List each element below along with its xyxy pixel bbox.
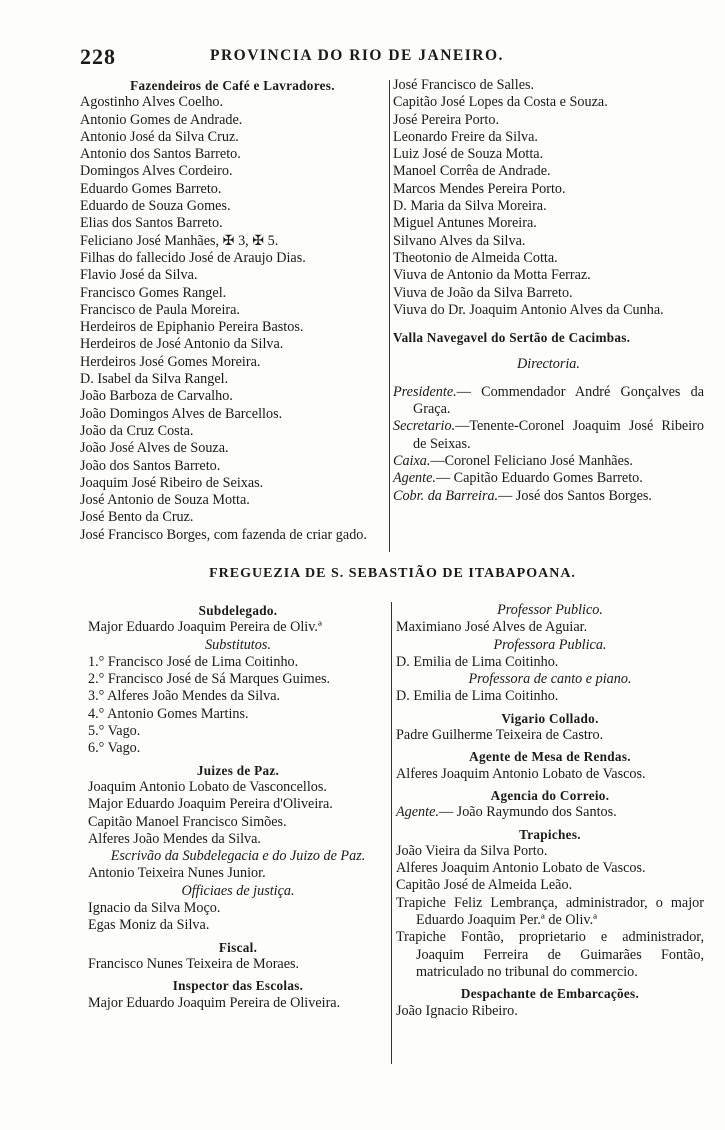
subdelegado-name: Major Eduardo Joaquim Pereira de Oliv.ª bbox=[88, 619, 322, 636]
list-item: Luiz José de Souza Motta. bbox=[393, 146, 544, 163]
list-item: Viuva de João da Silva Barreto. bbox=[393, 284, 573, 301]
list-item: 1.° Francisco José de Lima Coitinho. bbox=[88, 653, 299, 670]
trapiche-fontao: Trapiche Fontão, proprietario e administrador, Joaquim Ferreira de Guimarães Fontão, matriculado no tribunal do commercio. bbox=[396, 929, 704, 980]
list-item: 2.° Francisco José de Sá Marques Guimes. bbox=[88, 671, 331, 688]
list-item: Viuva de Antonio da Motta Ferraz. bbox=[393, 267, 591, 284]
top-right-column bbox=[393, 77, 704, 505]
list-item: Elias dos Santos Barreto. bbox=[80, 215, 223, 232]
list-item: Agostinho Alves Coelho. bbox=[80, 94, 224, 111]
heading-escrivao: Escrivão da Subdelegacia e do Juizo de Paz. bbox=[110, 848, 366, 865]
list-item: Capitão José de Almeida Leão. bbox=[396, 877, 573, 894]
heading-valla-navegavel: Valla Navegavel do Sertão de Cacimbas. bbox=[393, 330, 631, 346]
heading-canto-piano: Professora de canto e piano. bbox=[468, 671, 632, 688]
entry-secretario bbox=[393, 418, 704, 453]
list-item: Marcos Mendes Pereira Porto. bbox=[393, 180, 566, 197]
list-item: Feliciano José Manhães, ✠ 3, ✠ 5. bbox=[80, 232, 279, 249]
mesa-rendas-name: Alferes Joaquim Antonio Lobato de Vascos. bbox=[396, 765, 646, 782]
list-item: Francisco Gomes Rangel. bbox=[80, 284, 227, 301]
list-item: João Barboza de Carvalho. bbox=[80, 388, 233, 405]
list-item: João José Alves de Souza. bbox=[80, 440, 229, 457]
column-divider-top bbox=[389, 80, 390, 552]
entry-agente bbox=[393, 470, 704, 487]
label-agente-correio: Agente. bbox=[396, 804, 439, 821]
value-cobrador: — José dos Santos Borges. bbox=[498, 487, 652, 504]
list-item: Silvano Alves da Silva. bbox=[393, 232, 526, 249]
bottom-right-column bbox=[396, 602, 704, 1020]
list-item: Alferes João Mendes da Silva. bbox=[88, 830, 261, 847]
list-item: João Vieira da Silva Porto. bbox=[396, 842, 548, 859]
vigario-name: Padre Guilherme Teixeira de Castro. bbox=[396, 727, 604, 744]
list-item: Herdeiros José Gomes Moreira. bbox=[80, 353, 261, 370]
list-item: Joaquim José Ribeiro de Seixas. bbox=[80, 474, 264, 491]
column-divider-bottom bbox=[391, 602, 392, 1064]
heading-directoria: Directoria. bbox=[517, 356, 580, 373]
list-item: José Pereira Porto. bbox=[393, 111, 499, 128]
fiscal-name: Francisco Nunes Teixeira de Moraes. bbox=[88, 955, 300, 972]
heading-officiaes: Officiaes de justiça. bbox=[181, 882, 295, 899]
professor-name: Maximiano José Alves de Aguiar. bbox=[396, 619, 588, 636]
trapiche-feliz-lembranca: Trapiche Feliz Lembrança, administrador, o major Eduardo Joaquim Per.ª de Oliv.ª bbox=[396, 894, 704, 929]
list-item: Flavio José da Silva. bbox=[80, 267, 198, 284]
entry-caixa bbox=[393, 453, 704, 470]
list-item: João Domingos Alves de Barcellos. bbox=[80, 405, 283, 422]
heading-professora: Professora Publica. bbox=[493, 636, 607, 653]
heading-mesa-rendas: Agente de Mesa de Rendas. bbox=[469, 749, 631, 765]
list-item: Alferes Joaquim Antonio Lobato de Vascos. bbox=[396, 860, 646, 877]
list-item: D. Maria da Silva Moreira. bbox=[393, 198, 547, 215]
value-presidente: — Commendador André Gonçalves da Graça. bbox=[413, 383, 704, 418]
list-item: Antonio dos Santos Barreto. bbox=[80, 146, 241, 163]
heading-professor: Professor Publico. bbox=[497, 602, 603, 618]
label-presidente: Presidente. bbox=[393, 383, 457, 400]
value-secretario: —Tenente-Coronel Joaquim José Ribeiro de Seixas. bbox=[413, 418, 704, 452]
entry-cobrador bbox=[393, 488, 704, 505]
list-item: Eduardo Gomes Barreto. bbox=[80, 180, 222, 197]
heading-fazendeiros: Fazendeiros de Café e Lavradores. bbox=[130, 78, 335, 93]
page-number: 228 bbox=[80, 44, 116, 69]
list-item: José Bento da Cruz. bbox=[80, 509, 194, 526]
list-item: D. Isabel da Silva Rangel. bbox=[80, 371, 229, 388]
list-item: José Francisco de Salles. bbox=[393, 77, 535, 93]
entry-agente-correio bbox=[396, 804, 704, 821]
list-item: 5.° Vago. bbox=[88, 723, 141, 740]
label-secretario: Secretario. bbox=[393, 418, 456, 435]
bottom-left-column bbox=[88, 602, 388, 1012]
list-item: Leonardo Freire da Silva. bbox=[393, 128, 538, 145]
list-item: 3.° Alferes João Mendes da Silva. bbox=[88, 688, 281, 705]
value-caixa: —Coronel Feliciano José Manhães. bbox=[430, 452, 633, 469]
list-item: Eduardo de Souza Gomes. bbox=[80, 198, 231, 215]
list-item: Capitão José Lopes da Costa e Souza. bbox=[393, 94, 608, 111]
list-item: Herdeiros de José Antonio da Silva. bbox=[80, 336, 284, 353]
heading-subdelegado: Subdelegado. bbox=[198, 603, 278, 618]
list-item: Francisco de Paula Moreira. bbox=[80, 301, 240, 318]
running-head bbox=[80, 44, 705, 68]
list-item: Domingos Alves Cordeiro. bbox=[80, 163, 233, 180]
heading-despachante: Despachante de Embarcações. bbox=[460, 986, 640, 1002]
list-item: Antonio José da Silva Cruz. bbox=[80, 128, 239, 145]
list-item: Antonio Gomes de Andrade. bbox=[80, 111, 243, 128]
list-item: Filhas do fallecido José de Araujo Dias. bbox=[80, 249, 306, 266]
inspector-name: Major Eduardo Joaquim Pereira de Oliveira. bbox=[88, 994, 341, 1011]
heading-substitutos: Substitutos. bbox=[205, 636, 271, 653]
list-item-viuva-dr: Viuva do Dr. Joaquim Antonio Alves da Cunha. bbox=[393, 301, 664, 318]
list-item: Theotonio de Almeida Cotta. bbox=[393, 249, 558, 266]
list-item: 4.° Antonio Gomes Martins. bbox=[88, 705, 249, 722]
list-item: João dos Santos Barreto. bbox=[80, 457, 221, 474]
list-item: João da Cruz Costa. bbox=[80, 422, 194, 439]
label-agente: Agente. bbox=[393, 470, 436, 487]
entry-presidente bbox=[393, 384, 704, 419]
list-item: Ignacio da Silva Moço. bbox=[88, 900, 221, 917]
top-left-column bbox=[80, 77, 385, 544]
despachante-name: João Ignacio Ribeiro. bbox=[396, 1002, 518, 1019]
list-item: Major Eduardo Joaquim Pereira d'Oliveira. bbox=[88, 796, 333, 813]
list-item: Capitão Manoel Francisco Simões. bbox=[88, 813, 287, 830]
list-item: Miguel Antunes Moreira. bbox=[393, 215, 537, 232]
running-title: PROVINCIA DO RIO DE JANEIRO. bbox=[210, 47, 504, 64]
section-title: FREGUEZIA DE S. SEBASTIÃO DE ITABAPOANA. bbox=[209, 566, 576, 581]
list-item: Egas Moniz da Silva. bbox=[88, 917, 210, 934]
list-item: José Antonio de Souza Motta. bbox=[80, 492, 250, 509]
list-item: Joaquim Antonio Lobato de Vasconcellos. bbox=[88, 778, 327, 795]
canto-piano-name: D. Emilia de Lima Coitinho. bbox=[396, 688, 559, 705]
list-item-last: José Francisco Borges, com fazenda de criar gado. bbox=[80, 526, 367, 543]
heading-agencia-correio: Agencia do Correio. bbox=[490, 787, 610, 803]
list-item: Manoel Corrêa de Andrade. bbox=[393, 163, 551, 180]
heading-inspector: Inspector das Escolas. bbox=[172, 978, 304, 994]
professora-name: D. Emilia de Lima Coitinho. bbox=[396, 653, 559, 670]
label-cobrador: Cobr. da Barreira. bbox=[393, 487, 499, 504]
heading-vigario: Vigario Collado. bbox=[501, 710, 599, 726]
value-agente: — Capitão Eduardo Gomes Barreto. bbox=[435, 470, 643, 487]
value-agente-correio: — João Raymundo dos Santos. bbox=[438, 804, 617, 821]
heading-trapiches: Trapiches. bbox=[519, 826, 581, 842]
escrivao-name: Antonio Teixeira Nunes Junior. bbox=[88, 865, 266, 882]
label-caixa: Caixa. bbox=[393, 452, 431, 469]
heading-juizes: Juizes de Paz. bbox=[196, 762, 280, 778]
heading-fiscal: Fiscal. bbox=[218, 939, 258, 955]
list-item: 6.° Vago. bbox=[88, 740, 141, 757]
list-item: Herdeiros de Epiphanio Pereira Bastos. bbox=[80, 319, 304, 336]
